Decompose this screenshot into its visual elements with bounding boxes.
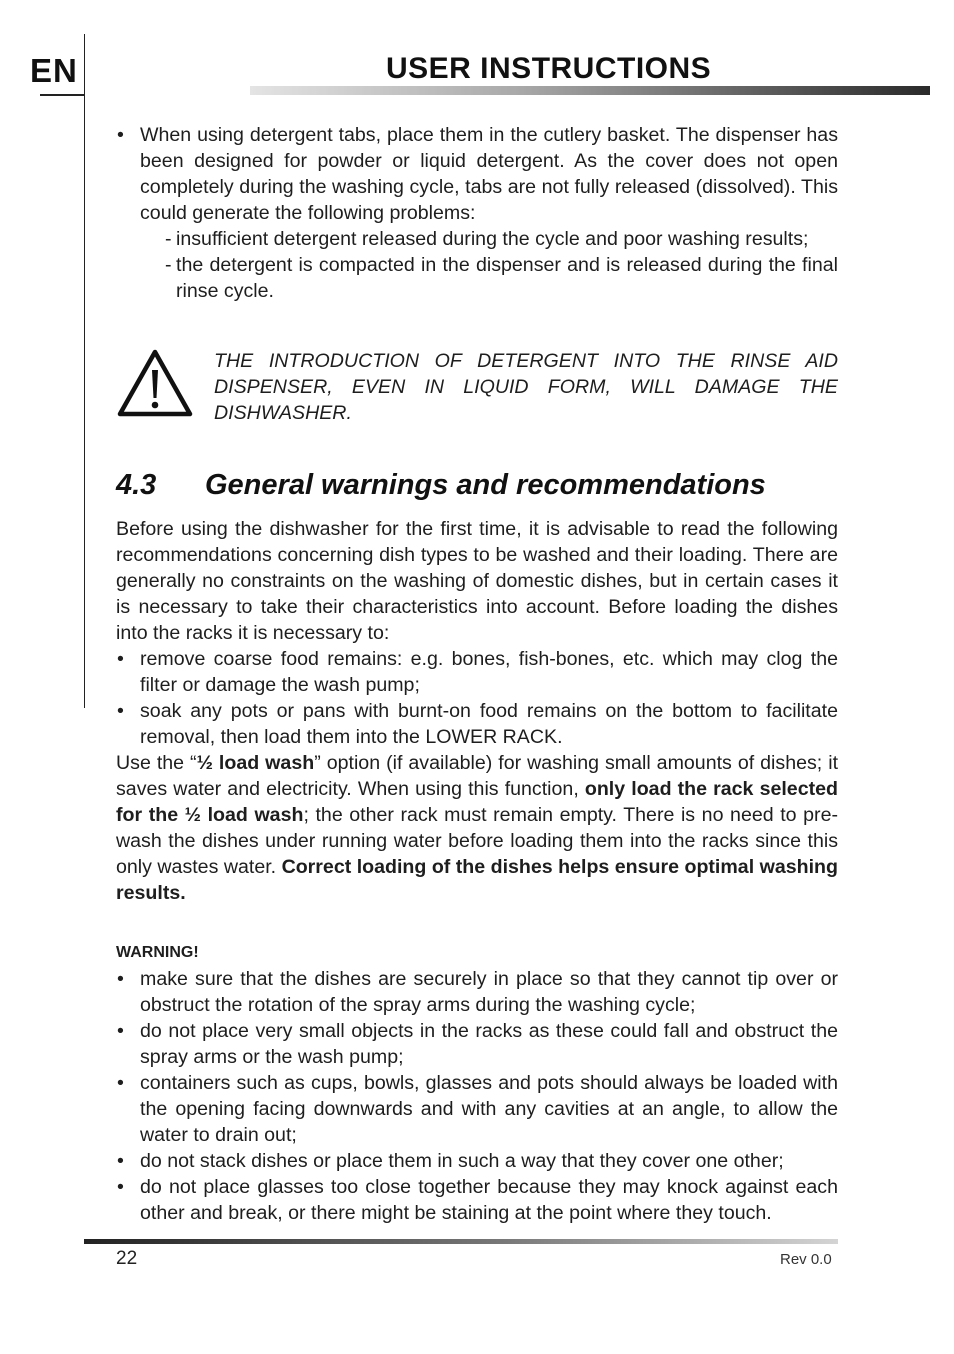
preparation-list [116,646,838,750]
page-content [116,122,838,1226]
page-header-title: USER INSTRUCTIONS [386,52,712,85]
list-item: • remove coarse food remains: e.g. bones, fish-bones, etc. which may clog the filter or damage the wash pump; [116,646,838,698]
page-number: 22 [116,1248,138,1269]
text-run: Use the “ [116,752,197,774]
warning-triangle-icon [116,348,194,425]
warning-list [116,966,838,1226]
revision-label: Rev 0.0 [780,1251,832,1268]
list-item: • soak any pots or pans with burnt-on food remains on the bottom to facilitate removal, then load them into the LOWER RACK. [116,698,838,750]
section-number: 4.3 [116,469,157,501]
list-item: • do not place very small objects in the racks as these could fall and obstruct the spray arms or the wash pump; [116,1018,838,1070]
list-item [116,122,838,304]
margin-rule [84,34,85,708]
lang-underline [40,94,84,96]
warning-heading: WARNING! [116,944,199,961]
bold-run: Correct loading of the dishes helps ensure optimal washing results. [116,856,838,904]
language-tag: EN [30,52,78,89]
intro-bullet-text: When using detergent tabs, place them in the cutlery basket. The dispenser has been designed for powder or liquid detergent. As the cover does not open completely during the washing cycle, tabs are not fully released (dissolved). This could generate the following problems: [140,124,838,224]
section-heading [116,466,838,504]
dash-item: - insufficient detergent released during the cycle and poor washing results; [140,226,838,252]
list-item: • containers such as cups, bowls, glasses and pots should always be loaded with the opening facing downwards and with any cavities at an angle, to allow the water to drain out; [116,1070,838,1148]
bold-run: only load the rack selected for the ½ load wash [116,778,838,826]
header-gradient-bar [250,86,930,95]
bold-run: ½ load wash [196,752,315,774]
caution-text: THE INTRODUCTION OF DETERGENT INTO THE RINSE AID DISPENSER, EVEN IN LIQUID FORM, WILL DAMAGE THE DISHWASHER. [214,350,838,424]
text-run: ; the other rack must remain empty. There is no need to pre-wash the dishes under running water before loading them into the racks since this only wastes water. [116,804,838,878]
intro-list [116,122,838,304]
list-item: • make sure that the dishes are securely in place so that they cannot tip over or obstruct the rotation of the spray arms during the washing cycle; [116,966,838,1018]
caution-box [116,348,838,444]
footer-gradient-bar [84,1239,838,1244]
text-run: ” option (if available) for washing small amounts of dishes; it saves water and electricity. When using this function, [116,752,839,800]
section-title: General warnings and recommendations [205,469,766,501]
section-intro-paragraph: Before using the dishwasher for the first time, it is advisable to read the following recommendations concerning dish types to be washed and their loading. There are generally no constraints on the washing of domestic dishes, but in certain cases it is necessary to take their characteristics into account. Before loading the dishes into the racks it is necessary to: [116,518,838,644]
half-load-paragraph [116,750,838,906]
dash-item: - the detergent is compacted in the dispenser and is released during the final rinse cycle. [140,252,838,304]
list-item: • do not place glasses too close together because they may knock against each other and break, or there might be staining at the point where they touch. [116,1174,838,1226]
list-item: • do not stack dishes or place them in such a way that they cover one other; [116,1148,838,1174]
